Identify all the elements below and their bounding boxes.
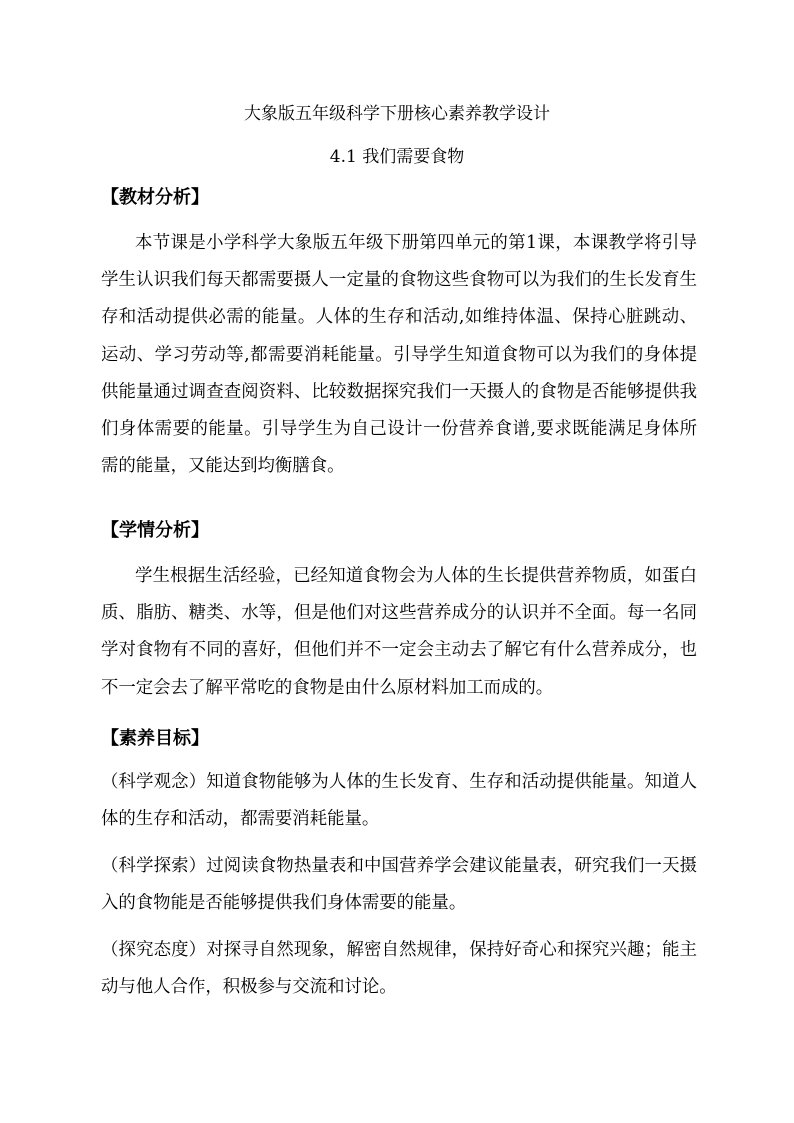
heading-student-analysis: 【学情分析】 — [101, 520, 209, 541]
paragraph-student-analysis: 学生根据生活经验，已经知道食物会为人体的生长提供营养物质，如蛋白质、脂肪、糖类、水等，但是他们对这些营养成分的认识并不全面。每一名同学对食物有不同的喜好，但他们并不一定会主动去了解它有什么营养成分，也不一定会去了解平常吃的食物是由什么原材料加工而成的。 — [101, 566, 697, 698]
heading-material-analysis: 【教材分析】 — [101, 187, 209, 208]
heading-literacy-goals: 【素养目标】 — [101, 728, 209, 749]
goal-item-science-concept: （科学观念）知道食物能够为人体的生长发育、生存和活动提供能量。知道人体的生存和活动，都需要消耗能量。 — [101, 772, 697, 830]
document-title: 大象版五年级科学下册核心素养教学设计 — [244, 104, 550, 124]
goal-item-science-exploration: （科学探索）过阅读食物热量表和中国营养学会建议能量表，研究我们一天摄入的食物能是否能够提供我们身体需要的能量。 — [101, 856, 697, 914]
lesson-title: 4.1 我们需要食物 — [329, 147, 465, 167]
goal-item-inquiry-attitude: （探究态度）对探寻自然现象，解密自然规律，保持好奇心和探究兴趣；能主动与他人合作，积极参与交流和讨论。 — [101, 940, 697, 998]
paragraph-material-analysis: 本节课是小学科学大象版五年级下册第四单元的第1课，本课教学将引导学生认识我们每天都需要摄人一定量的食物这些食物可以为我们的生长发育生存和活动提供必需的能量。人体的生存和活动,如维持体温、保持心脏跳动、运动、学习劳动等,都需要消耗能量。引导学生知道食物可以为我们的身体提供能量通过调查查阅资料、比较数据探究我们一天摄人的食物是否能够提供我们身体需要的能量。引导学生为自己设计一份营养食谱,要求既能满足身体所需的能量，又能达到均衡膳食。 — [101, 233, 697, 477]
